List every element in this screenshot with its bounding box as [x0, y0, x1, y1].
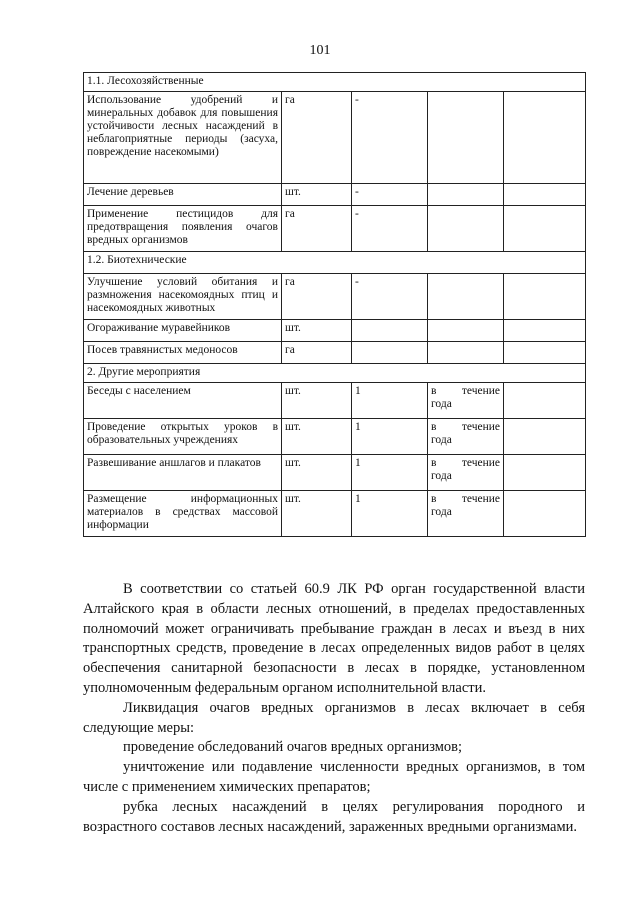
measure-cell: Беседы с населением — [84, 383, 282, 419]
volume-cell: - — [352, 206, 428, 252]
table-row — [84, 419, 586, 455]
volume-cell — [352, 342, 428, 364]
table-row — [84, 320, 586, 342]
measures-table-body — [84, 73, 586, 537]
paragraph: Ликвидация очагов вредных организмов в лесах включает в себя следующие меры: — [83, 699, 585, 736]
note-cell — [504, 455, 586, 491]
volume-cell: - — [352, 184, 428, 206]
term-cell: в течение года — [428, 419, 504, 455]
measure-cell: Лечение деревьев — [84, 184, 282, 206]
volume-cell: - — [352, 274, 428, 320]
table-row — [84, 455, 586, 491]
term-cell — [428, 92, 504, 184]
unit-cell: шт. — [282, 419, 352, 455]
measure-cell: Использование удобрений и минеральных добавок для повышения устойчивости лесных насаждений в неблагоприятные периоды (засуха, повреждение насекомыми) — [84, 92, 282, 184]
unit-cell: га — [282, 342, 352, 364]
unit-cell: шт. — [282, 491, 352, 537]
measure-cell: Посев травянистых медоносов — [84, 342, 282, 364]
section-row — [84, 252, 586, 274]
note-cell — [504, 383, 586, 419]
volume-cell: 1 — [352, 383, 428, 419]
term-cell — [428, 206, 504, 252]
table-row — [84, 274, 586, 320]
note-cell — [504, 342, 586, 364]
unit-cell: шт. — [282, 383, 352, 419]
paragraph: уничтожение или подавление численности вредных организмов, в том числе с применением химических препаратов; — [83, 759, 585, 795]
measure-cell: Проведение открытых уроков в образовательных учреждениях — [84, 419, 282, 455]
table-row — [84, 92, 586, 184]
section-row — [84, 73, 586, 92]
table-row — [84, 206, 586, 252]
term-cell — [428, 342, 504, 364]
note-cell — [504, 491, 586, 537]
unit-cell: шт. — [282, 184, 352, 206]
body-text — [83, 580, 585, 837]
section-title: 1.1. Лесохозяйственные — [84, 73, 586, 92]
volume-cell: 1 — [352, 419, 428, 455]
term-cell: в течение года — [428, 491, 504, 537]
paragraph: рубка лесных насаждений в целях регулирования породного и возрастного составов лесных насаждений, зараженных вредными организмами. — [83, 798, 585, 835]
note-cell — [504, 274, 586, 320]
note-cell — [504, 92, 586, 184]
unit-cell: га — [282, 274, 352, 320]
volume-cell: 1 — [352, 455, 428, 491]
term-cell: в течение года — [428, 455, 504, 491]
unit-cell: шт. — [282, 320, 352, 342]
paragraph: В соответствии со статьей 60.9 ЛК РФ орган государственной власти Алтайского края в области лесных отношений, в пределах предоставленных полномочий может ограничивать пребывание граждан в лесах и въезд в них транспортных средств, проведение в лесах определенных видов работ в целях обеспечения санитарной безопасности в лесах в порядке, установленном уполномоченным федеральным органом исполнительной власти. — [83, 581, 585, 696]
volume-cell: - — [352, 92, 428, 184]
table-row — [84, 491, 586, 537]
measure-cell: Развешивание аншлагов и плакатов — [84, 455, 282, 491]
section-title: 1.2. Биотехнические — [84, 252, 586, 274]
section-row — [84, 364, 586, 383]
volume-cell: 1 — [352, 491, 428, 537]
term-cell — [428, 184, 504, 206]
table-row — [84, 383, 586, 419]
measure-cell: Применение пестицидов для предотвращения появления очагов вредных организмов — [84, 206, 282, 252]
page-number: 101 — [309, 43, 331, 58]
term-cell — [428, 274, 504, 320]
unit-cell: шт. — [282, 455, 352, 491]
term-cell — [428, 320, 504, 342]
term-cell: в течение года — [428, 383, 504, 419]
note-cell — [504, 184, 586, 206]
table-row — [84, 342, 586, 364]
section-title: 2. Другие мероприятия — [84, 364, 586, 383]
measure-cell: Огораживание муравейников — [84, 320, 282, 342]
unit-cell: га — [282, 206, 352, 252]
table-row — [84, 184, 586, 206]
measures-table — [83, 72, 586, 537]
note-cell — [504, 419, 586, 455]
measure-cell: Размещение информационных материалов в средствах массовой информации — [84, 491, 282, 537]
measure-cell: Улучшение условий обитания и размножения насекомоядных птиц и насекомоядных животных — [84, 274, 282, 320]
unit-cell: га — [282, 92, 352, 184]
note-cell — [504, 320, 586, 342]
note-cell — [504, 206, 586, 252]
volume-cell — [352, 320, 428, 342]
paragraph: проведение обследований очагов вредных организмов; — [123, 739, 463, 756]
